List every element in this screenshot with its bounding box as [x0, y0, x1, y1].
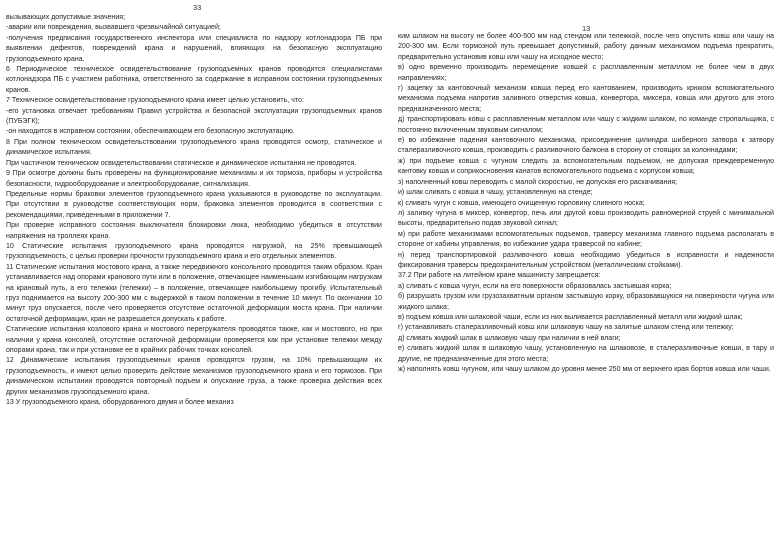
page-number: 33	[193, 3, 202, 12]
text-line: з) наполненный ковш переводить с малой скоростью, не допуская его раскачивания;	[398, 178, 678, 186]
text-line: ким шлаком на высоту не более 400-500 мм над стендом или тележкой, после чего опустить ковш или чашу на 200-300 мм. Если тормозной путь превышает допустимый, работу данным механизмом подъема прекратить, предварительно установив ковш или чашу на исходное место;	[398, 33, 774, 61]
text-line: вызывающих допустимые значения;	[6, 14, 126, 21]
page-body	[6, 13, 382, 408]
text-line: -он находится в исправном состоянии, обеспечивающем его безопасную эксплуатацию.	[6, 128, 295, 136]
text-line: -аварии или повреждения, вызвавшего чрезвычайной ситуацией;	[6, 24, 221, 32]
text-line: б) разрушать грузом или грузозахватным органом застывшую корку, образовавшуюся на поверхности чугуна или жидкого шлака;	[398, 293, 774, 311]
text-line: При проверке исправного состояния выключателя блокировки люка, необходимо убедиться в отсутствии напряжения на троллеях крана.	[6, 222, 382, 240]
text-line: н) перед транспортировкой разливочного ковша необходимо убедиться в исправности и надежности фиксирования траверсы предохранительным устройством (металлическим стойками).	[398, 251, 774, 269]
page-body	[398, 32, 774, 375]
text-line: При частичном техническом освидетельствовании статическое и динамическое испытания не проводятся.	[6, 159, 357, 167]
text-line: ж) при подъеме ковша с чугуном следить за вспомогательным подъемом, не допуская преждевременную кантовку ковша и соприкосновения канатов вспомогательного подъема с корпусом ковша;	[398, 157, 774, 176]
text-line: в) одно временно производить перемещение ковшей с расплавленным металлом не более чем в двух направлениях;	[398, 64, 774, 82]
text-line: г) устанавливать сталеразливочный ковш или шлаковую чашу на залитые шлаком стенд или тележку;	[398, 324, 734, 332]
text-line: 6 Периодическое техническое освидетельствование грузоподъемных кранов проводится специалистами котлонадзора ПБ с участием работника, ответственного за содержание в исправном состоянии грузоподъемных кранов.	[6, 66, 382, 94]
text-line: ж) наполнять ковш чугуном, или чашу шлаком до уровня менее 250 мм от верхнего края бортов ковша или чаши.	[398, 366, 771, 373]
text-line: -получения предписания государственного инспектора или специалиста по надзору котлонадзора ПБ при выявлении дефектов, повреждений крана и нарушений, влияющих на безопасную эксплуатацию грузоподъемного крана.	[6, 34, 382, 63]
text-line: 9 При осмотре должны быть проверены на функционирование механизмы и их тормоза, приборы и устройства безопасности, гидрооборудование и электрооборудование, сигнализация.	[6, 170, 382, 188]
text-line: е) сливать жидкий шлак в шлаковую чашу, установленную на шлаковозе, в сталеразливочные ковши, в тару и другие, не предназначенные для этого места;	[398, 345, 774, 363]
left-page	[6, 0, 382, 540]
text-line: 13 У грузоподъемного крана, оборудованного двумя и более механиз	[6, 399, 234, 407]
page-number: 13	[582, 24, 591, 33]
text-line: Статические испытания козлового крана и мостового перегружателя проводятся также, как и мостового, но при наличии у крана консолей, отсутствие остаточной деформации проверяется как при установке тележки между опорами крана, так и при установке ее в крайних рабочих точках консолей.	[6, 326, 382, 354]
text-line: л) заливку чугуна в миксер, конвертор, печь или другой ковш производить равномерной струей с минимальной высоты, предварительно подав звуковой сигнал;	[398, 209, 774, 228]
text-line: 12 Динамические испытания грузоподъемных кранов проводятся грузом, на 10% превышающим их грузоподъемность, и имеют целью проверить действие механизмов грузоподъемного крана и его тормозов. При динамическом испытании проводятся повторный подъем и опускание груза, а также проверка действия всех других механизмов грузоподъемного крана.	[6, 357, 382, 396]
text-line: 11 Статические испытания мостового крана, а также передвижного консольного проводится таким образом. Кран устанавливается над опорами кранового пути или в положение, отвечающее наименьшим изгибающим нагрузкам на крановый путь, а его тележки (тележки) – в положение, отвечающее наибольшему прогибу. Испытательный груз поднимается на высоту 200-300 мм с выдержкой в таком положении в течение 10 минут. По окончании 10 минут груз опускается, после чего проверяется отсутствие остаточной деформации моста крана. При наличии остаточной деформации, кран не разрешается допускать к работе.	[6, 263, 382, 323]
text-line: в) подъем ковша или шлаковой чаши, если из них выливается расплавленный металл или жидкий шлак;	[398, 313, 743, 321]
text-line: е) во избежание падения кантовочного механизма, присоединение цилиндра шиберного затвора к затвору сталеразливочного ковша, производить с разливочного балкона в сторону от стоящих за колоннадами;	[398, 137, 774, 155]
text-line: д) сливать жидкий шлак в шлаковую чашу при наличии в ней влаги;	[398, 334, 621, 342]
text-line: к) сливать чугун с ковша, имеющего очищенную горловину сливного носка;	[398, 199, 645, 207]
text-line: а) сливать с ковша чугун, если на его поверхности образовалась застывшая корка;	[398, 282, 672, 290]
text-line: и) шлак сливать с ковша в чашу, установленную на стенде;	[398, 189, 593, 197]
text-line: -его установка отвечает требованиям Правил устройства и безопасной эксплуатации грузоподъемных кранов (ПУБЭГК);	[6, 107, 382, 126]
right-page	[398, 0, 774, 540]
text-line: м) при работе механизмами вспомогательных подъемов, траверсу механизма главного подъема располагать в стороне от кабины управления, во избежание удара траверсой по кабине;	[398, 230, 774, 249]
text-line: д) транспортировать ковш с расплавленным металлом или чашу с жидким шлаком, по команде стропальщика, с постоянно включенным звуковым сигналом;	[398, 116, 774, 134]
text-line: г) зацепку за кантовочный механизм ковша перед его кантованием, производить крюком вспомогательного механизма подъема напротив заливного отверстия ковша, конвертора, миксера, ковша или другого для этого предназначенного места;	[398, 85, 774, 113]
text-line: 8 При полном техническом освидетельствовании грузоподъемного крана проводятся осмотр, статическое и динамическое испытания.	[6, 138, 382, 157]
text-line: 10 Статические испытания грузоподъемного крана проводятся нагрузкой, на 25% превышающей грузоподъемность, с целью проверки прочности грузоподъемного крана и его отдельных элементов.	[6, 242, 382, 261]
text-line: 37.2 При работе на литейном кране машинисту запрещается:	[398, 272, 601, 280]
text-line: 7 Техническое освидетельствование грузоподъемного крана имеет целью установить, что:	[6, 97, 304, 105]
text-line: Предельные нормы браковки элементов грузоподъемного крана указываются в руководстве по эксплуатации. При отсутствии в руководстве соответствующих норм, браковка элементов проводится в соответствии с рекомендациями, приведенными в приложении 7.	[6, 190, 382, 219]
